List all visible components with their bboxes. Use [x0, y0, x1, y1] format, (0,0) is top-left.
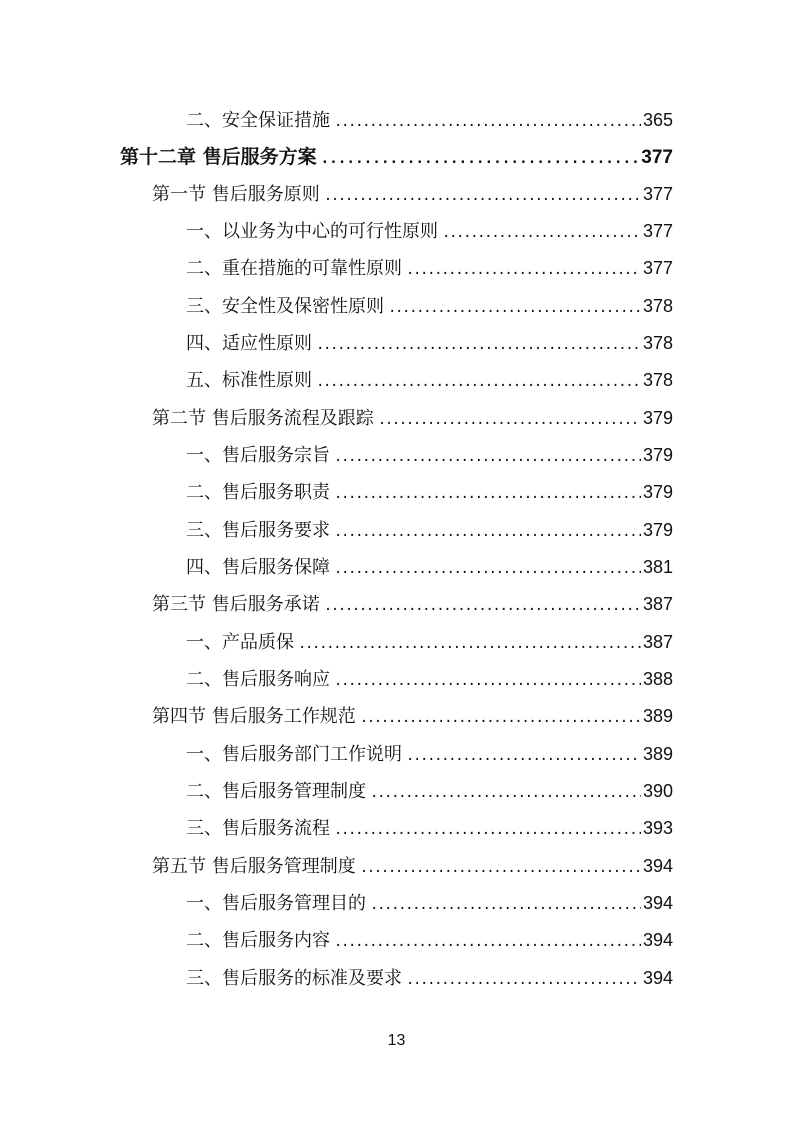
dot-leader: [334, 816, 641, 844]
dot-leader: [406, 256, 641, 284]
toc-entry-page: 378: [642, 370, 673, 390]
toc-entry-page: 377: [641, 147, 673, 168]
toc-entry-page: 394: [642, 968, 673, 988]
dot-leader: [388, 294, 641, 322]
toc-entry[interactable]: [186, 329, 673, 357]
toc-section-entry[interactable]: [152, 180, 673, 208]
toc-entry[interactable]: [186, 889, 673, 917]
dot-leader: [316, 331, 641, 359]
toc-entry-page: 365: [642, 110, 673, 130]
toc-entry-label: 第十二章 售后服务方案: [120, 146, 317, 168]
toc-entry-label: 第四节 售后服务工作规范: [152, 706, 356, 727]
dot-leader: [334, 928, 641, 956]
toc-entry-label: 第三节 售后服务承诺: [152, 594, 320, 615]
toc-entry-label: 一、以业务为中心的可行性原则: [186, 221, 438, 242]
toc-entry-label: 二、售后服务内容: [186, 930, 330, 951]
toc-entry[interactable]: [186, 814, 673, 842]
toc-section-entry[interactable]: [152, 852, 673, 880]
toc-entry-page: 388: [642, 669, 673, 689]
toc-entry[interactable]: [186, 217, 673, 245]
toc-entry-page: 389: [642, 706, 673, 726]
toc-entry[interactable]: [186, 740, 673, 768]
dot-leader: [298, 630, 641, 658]
toc-entry-page: 379: [642, 520, 673, 540]
page-number: 13: [387, 1032, 406, 1049]
toc-entry-page: 377: [642, 184, 673, 204]
toc-entry-page: 394: [642, 893, 673, 913]
dot-leader: [334, 667, 641, 695]
toc-entry-page: 381: [642, 557, 673, 577]
toc-entry-label: 一、产品质保: [186, 632, 294, 653]
toc-entry[interactable]: [186, 441, 673, 469]
toc-entry-label: 三、售后服务要求: [186, 520, 330, 541]
toc-entry-page: 387: [642, 632, 673, 652]
toc-section-entry[interactable]: [152, 590, 673, 618]
toc-entry-label: 二、重在措施的可靠性原则: [186, 258, 402, 279]
toc-entry-page: 377: [642, 221, 673, 241]
toc-entry-page: 394: [642, 930, 673, 950]
dot-leader: [334, 108, 641, 136]
dot-leader: [370, 779, 641, 807]
dot-leader: [316, 368, 641, 396]
dot-leader: [334, 443, 641, 471]
toc-entry-page: 389: [642, 744, 673, 764]
toc-entry-label: 一、售后服务部门工作说明: [186, 744, 402, 765]
toc-entry-page: 387: [642, 594, 673, 614]
toc-entry[interactable]: [186, 553, 673, 581]
toc-entry-page: 394: [642, 856, 673, 876]
toc-entry-label: 一、售后服务宗旨: [186, 445, 330, 466]
toc-section-entry[interactable]: [152, 702, 673, 730]
dot-leader: [334, 555, 641, 583]
toc-entry-label: 二、售后服务响应: [186, 669, 330, 690]
dot-leader: [370, 891, 641, 919]
dot-leader: [360, 854, 641, 882]
toc-entry-page: 377: [642, 258, 673, 278]
toc-entry[interactable]: [186, 964, 673, 992]
toc-entry-page: 378: [642, 333, 673, 353]
dot-leader: [334, 480, 641, 508]
toc-entry-label: 二、售后服务管理制度: [186, 781, 366, 802]
dot-leader: [324, 182, 641, 210]
toc-entry[interactable]: [186, 254, 673, 282]
toc-entry-label: 第五节 售后服务管理制度: [152, 856, 356, 877]
toc-chapter-entry[interactable]: [120, 143, 673, 171]
dot-leader: [334, 518, 641, 546]
toc-entry-label: 第一节 售后服务原则: [152, 184, 320, 205]
toc-entry[interactable]: [186, 926, 673, 954]
toc-entry-page: 390: [642, 781, 673, 801]
toc-entry-label: 四、适应性原则: [186, 333, 312, 354]
toc-entry-label: 三、售后服务流程: [186, 818, 330, 839]
toc-entry[interactable]: [186, 516, 673, 544]
toc-entry-page: 378: [642, 296, 673, 316]
dot-leader: [324, 592, 641, 620]
toc-entry-page: 379: [642, 482, 673, 502]
toc-entry[interactable]: [186, 665, 673, 693]
dot-leader: [406, 966, 641, 994]
toc-entry-label: 五、标准性原则: [186, 370, 312, 391]
toc-entry-page: 379: [642, 408, 673, 428]
toc-entry[interactable]: [186, 292, 673, 320]
toc-entry-label: 三、售后服务的标准及要求: [186, 968, 402, 989]
toc-section-entry[interactable]: [152, 404, 673, 432]
toc-entry[interactable]: [186, 366, 673, 394]
toc-entry[interactable]: [186, 628, 673, 656]
toc-entry-page: 379: [642, 445, 673, 465]
toc-entry-label: 一、售后服务管理目的: [186, 893, 366, 914]
toc-entry-page: 393: [642, 818, 673, 838]
toc-entry[interactable]: [186, 777, 673, 805]
dot-leader: [442, 219, 641, 247]
dot-leader: [406, 742, 641, 770]
toc-entry-label: 四、售后服务保障: [186, 557, 330, 578]
toc-entry[interactable]: [186, 478, 673, 506]
dot-leader: [321, 145, 640, 173]
dot-leader: [360, 704, 641, 732]
toc-entry-label: 三、安全性及保密性原则: [186, 296, 384, 317]
toc-entry-label: 二、安全保证措施: [186, 110, 330, 131]
toc-entry[interactable]: [186, 106, 673, 134]
toc-entry-label: 第二节 售后服务流程及跟踪: [152, 408, 374, 429]
dot-leader: [378, 406, 641, 434]
toc-entry-label: 二、售后服务职责: [186, 482, 330, 503]
